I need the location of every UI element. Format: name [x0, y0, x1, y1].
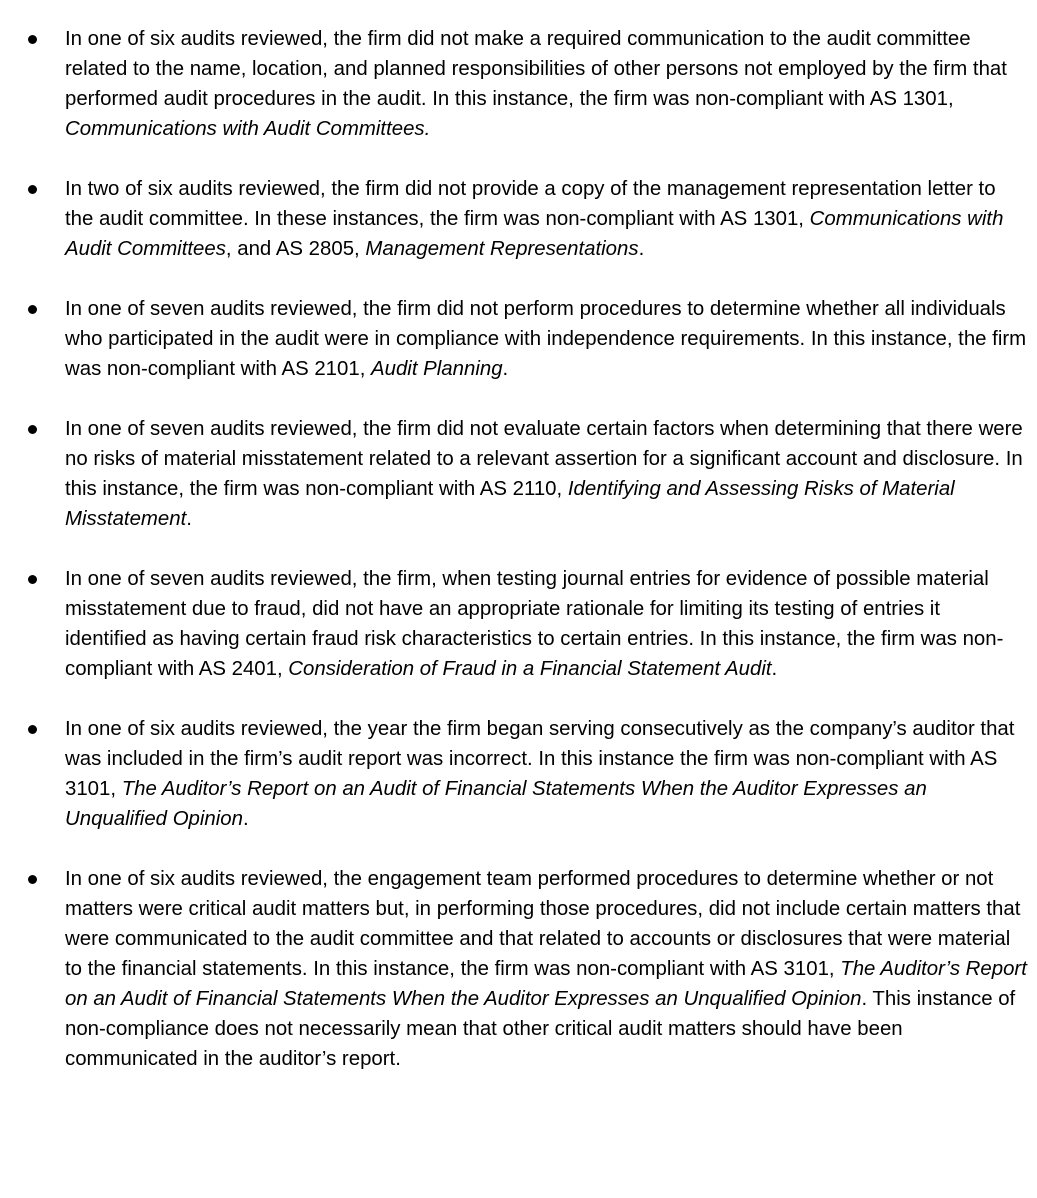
- bullet-item-2: [0, 174, 1037, 264]
- bullet-dot-icon: [28, 575, 37, 584]
- standard-title: The Auditor’s Report on an Audit of Financial Statements When the Auditor Expresses an Unqualified Opinion: [65, 958, 1027, 1010]
- bullet-text: [65, 414, 1027, 534]
- text-run: .: [502, 358, 509, 380]
- bullet-item-6: [0, 714, 1037, 834]
- text-run: .: [771, 658, 778, 680]
- bullet-item-4: [0, 414, 1037, 534]
- standard-title: Communications with Audit Committees.: [65, 118, 431, 140]
- standard-title: The Auditor’s Report on an Audit of Financial Statements When the Auditor Expresses an Unqualified Opinion: [65, 778, 927, 830]
- bullet-text: [65, 714, 1027, 834]
- bullet-dot-icon: [28, 35, 37, 44]
- standard-title: Audit Planning: [371, 358, 503, 380]
- bullet-item-3: [0, 294, 1037, 384]
- text-run: In one of seven audits reviewed, the firm did not perform procedures to determine whether all individuals who participated in the audit were in compliance with independence requirements. In this instance, the firm was non-compliant with AS 2101,: [65, 298, 1027, 380]
- text-run: In one of six audits reviewed, the engagement team performed procedures to determine whether or not matters were critical audit matters but, in performing those procedures, did not include certain matters that were communicated to the audit committee and that related to accounts or disclosures that were material to the financial statements. In this instance, the firm was non-compliant with AS 3101,: [65, 868, 1021, 980]
- text-run: In one of six audits reviewed, the year the firm began serving consecutively as the company’s auditor that was included in the firm’s audit report was incorrect. In this instance the firm was non-compliant with AS 3101,: [65, 718, 1015, 800]
- bullet-text: [65, 294, 1027, 384]
- bullet-text: [65, 564, 1027, 684]
- text-run: In one of seven audits reviewed, the firm, when testing journal entries for evidence of possible material misstatement due to fraud, did not have an appropriate rationale for limiting its testing of entries it identified as having certain fraud risk characteristics to certain entries. In this instance, the firm was non-compliant with AS 2401,: [65, 568, 1004, 680]
- document-body: [0, 24, 1037, 1104]
- text-run: In two of six audits reviewed, the firm did not provide a copy of the management representation letter to the audit committee. In these instances, the firm was non-compliant with AS 1301,: [65, 178, 996, 230]
- bullet-text: [65, 174, 1027, 264]
- standard-title: Consideration of Fraud in a Financial Statement Audit: [288, 658, 772, 680]
- text-run: .: [242, 808, 249, 830]
- text-run: In one of six audits reviewed, the firm did not make a required communication to the audit committee related to the name, location, and planned responsibilities of other persons not employed by the firm that performed audit procedures in the audit. In this instance, the firm was non-compliant with AS 1301,: [65, 28, 1007, 110]
- bullet-item-7: [0, 864, 1037, 1074]
- bullet-dot-icon: [28, 425, 37, 434]
- bullet-text: [65, 24, 1027, 144]
- text-run: In one of seven audits reviewed, the firm did not evaluate certain factors when determining that there were no risks of material misstatement related to a relevant assertion for a significant account and disclosure. In this instance, the firm was non-compliant with AS 2110,: [65, 418, 1023, 500]
- bullet-dot-icon: [28, 185, 37, 194]
- standard-title: Communications with Audit Committees: [65, 208, 1004, 260]
- bullet-dot-icon: [28, 305, 37, 314]
- bullet-dot-icon: [28, 875, 37, 884]
- bullet-text: [65, 864, 1027, 1074]
- bullet-item-1: [0, 24, 1037, 144]
- standard-title: Management Representations: [365, 238, 639, 260]
- bullet-dot-icon: [28, 725, 37, 734]
- text-run: . This instance of non-compliance does not necessarily mean that other critical audit matters should have been communicated in the auditor’s report.: [65, 988, 1016, 1070]
- bullet-item-5: [0, 564, 1037, 684]
- text-run: , and AS 2805,: [225, 238, 366, 260]
- text-run: .: [186, 508, 192, 530]
- standard-title: Identifying and Assessing Risks of Material Misstatement: [65, 478, 955, 530]
- text-run: .: [638, 238, 645, 260]
